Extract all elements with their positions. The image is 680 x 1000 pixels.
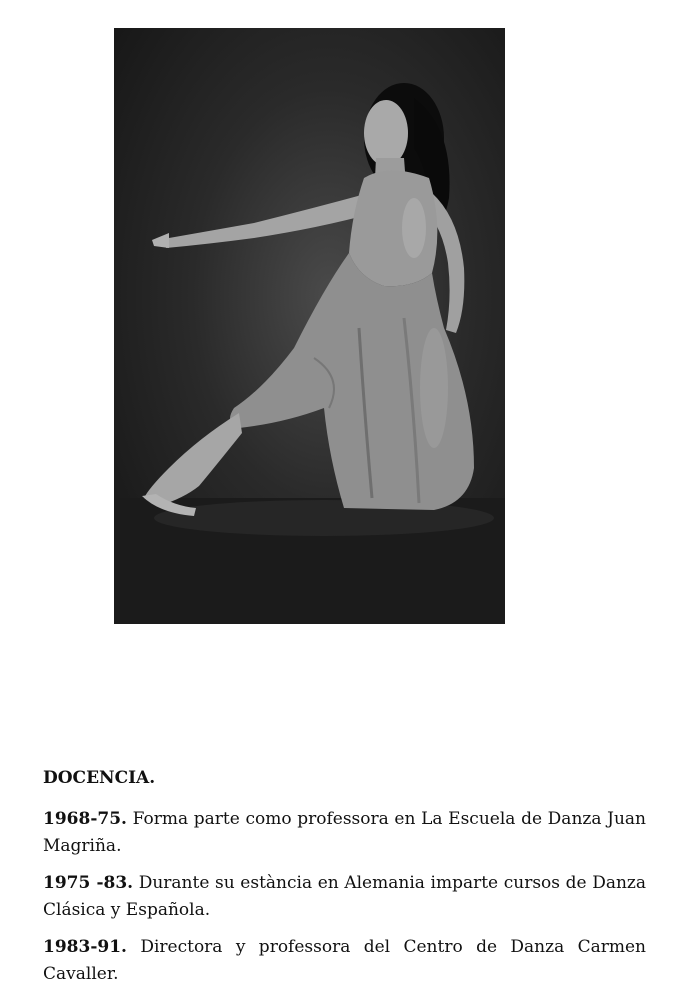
entry-text: Directora y professora del Centro de Danza Carmen Cavaller. bbox=[43, 937, 646, 984]
entry-text: Forma parte como professora en La Escuela de Danza Juan Magriña. bbox=[43, 809, 646, 856]
docencia-section bbox=[43, 765, 646, 998]
dancer-illustration bbox=[114, 28, 505, 624]
entry-year: 1975 -83. bbox=[43, 873, 134, 893]
docencia-entry bbox=[43, 870, 646, 924]
entry-year: 1983-91. bbox=[43, 937, 127, 957]
entry-year: 1968-75. bbox=[43, 809, 127, 829]
dancer-photo bbox=[114, 28, 505, 624]
docencia-entry bbox=[43, 934, 646, 988]
section-heading: DOCENCIA. bbox=[43, 768, 156, 788]
entry-text: Durante su estància en Alemania imparte cursos de Danza Clásica y Española. bbox=[43, 873, 646, 920]
docencia-entry bbox=[43, 806, 646, 860]
